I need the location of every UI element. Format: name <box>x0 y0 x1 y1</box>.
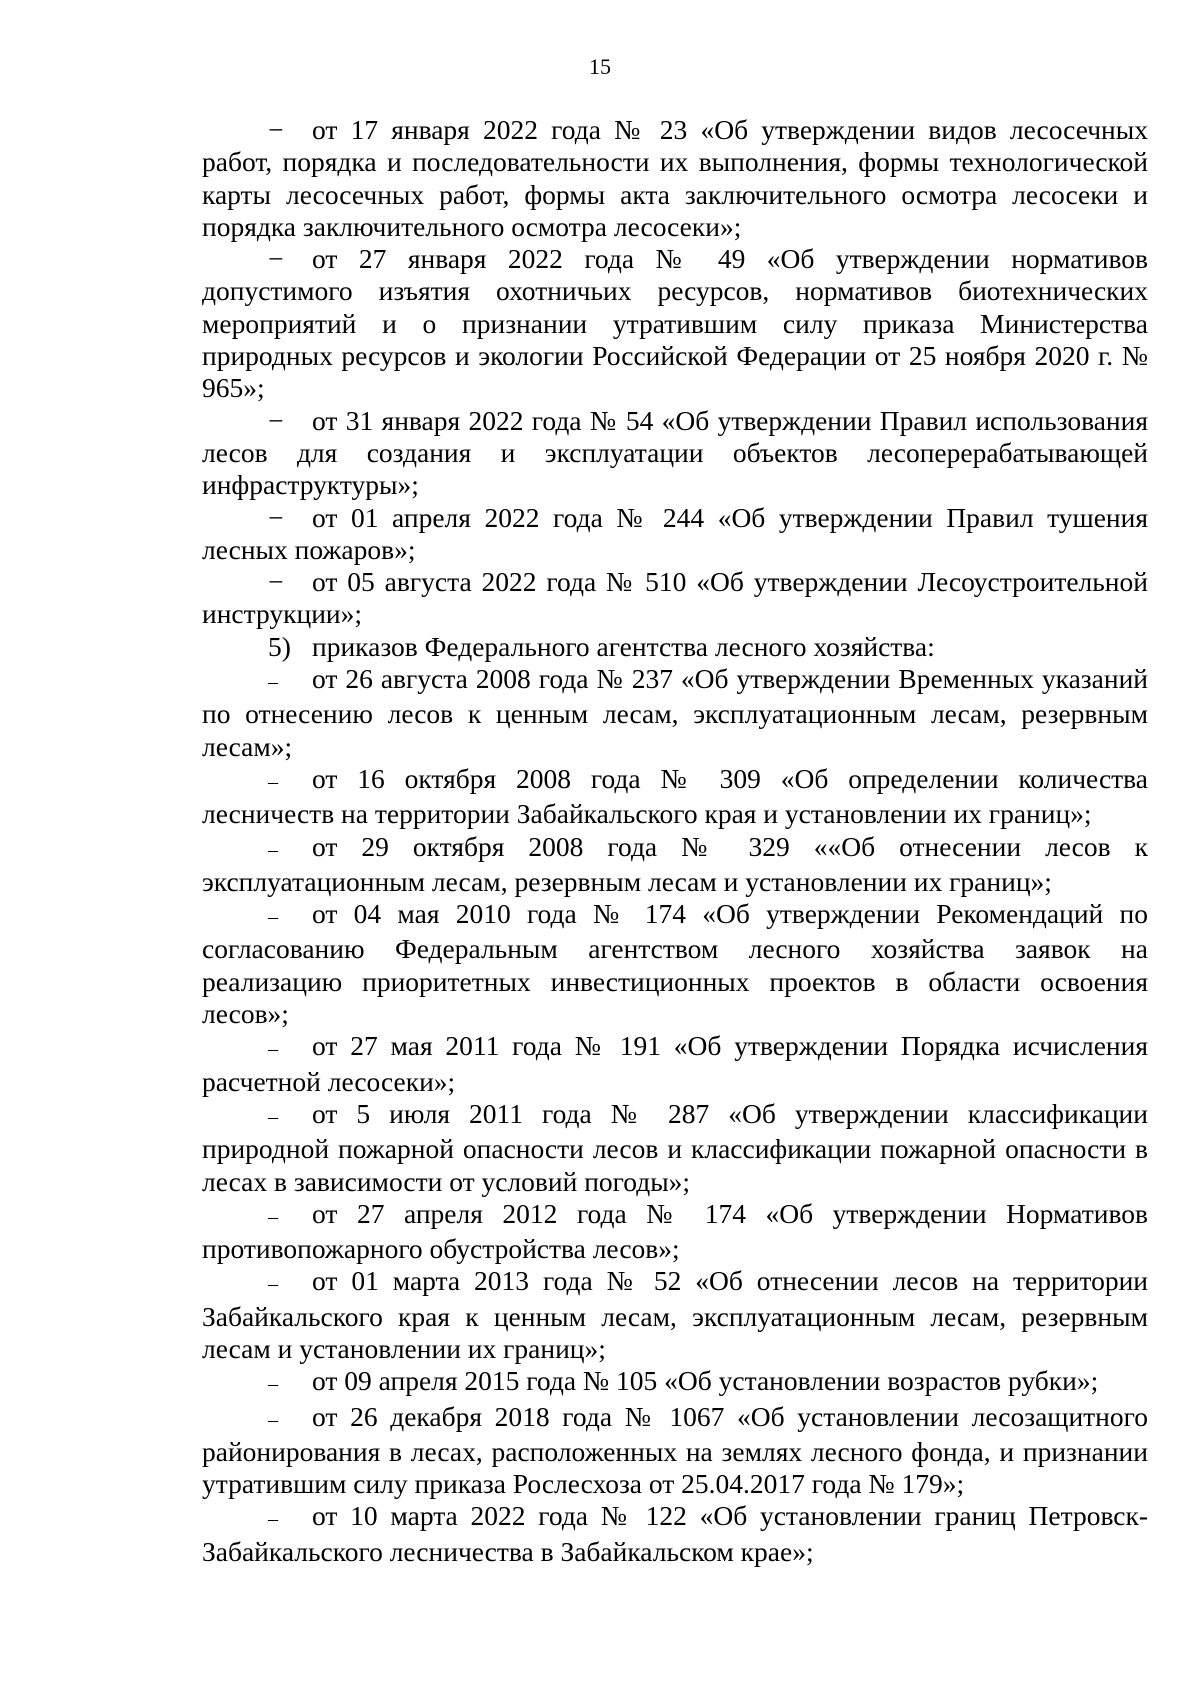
list-item <box>202 1098 1148 1198</box>
list-item <box>202 1030 1148 1098</box>
list-item <box>202 243 1148 404</box>
list-item-text: от 26 августа 2008 года № 237 «Об утверждении Временных указаний по отнесению лесов к ценным лесам, эксплуатационным лесам, резервным лесам»; <box>202 663 1148 762</box>
list-item-text: от 10 марта 2022 года № 122 «Об установлении границ Петровск-Забайкальского лесничества в Забайкальском крае»; <box>202 1500 1148 1567</box>
list-item-text: от 29 октября 2008 года № 329 ««Об отнесении лесов к эксплуатационным лесам, резервным лесам и установлении их границ»; <box>202 830 1148 897</box>
list-item <box>202 405 1148 502</box>
list-item <box>202 502 1148 567</box>
list-item <box>202 831 1148 899</box>
list-item-text: от 27 мая 2011 года № 191 «Об утверждении Порядка исчисления расчетной лесосеки»; <box>202 1030 1148 1097</box>
document-body <box>202 114 1148 1568</box>
list-item-text: от 01 марта 2013 года № 52 «Об отнесении лесов на территории Забайкальского края к ценным лесам, эксплуатационным лесам, резервным лесам и установлении их границ»; <box>202 1265 1148 1364</box>
list-item <box>202 663 1148 763</box>
list-marker: – <box>268 671 278 694</box>
page-number: 15 <box>589 54 611 79</box>
list-item <box>202 1401 1148 1501</box>
list-item-text: от 04 мая 2010 года № 174 «Об утверждении Рекомендаций по согласованию Федеральным агентством лесного хозяйства заявок на реализацию приоритетных инвестиционных проектов в области освоения лесов»; <box>202 898 1148 1030</box>
list-item-text: от 01 апреля 2022 года № 244 «Об утверждении Правил тушения лесных пожаров»; <box>202 501 1148 565</box>
list-marker: – <box>268 1205 278 1228</box>
list-item <box>202 1500 1148 1568</box>
list-item-text: приказов Федерального агентства лесного хозяйства: <box>312 630 935 662</box>
list-marker: − <box>268 404 284 436</box>
list-item-text: от 16 октября 2008 года № 309 «Об определении количества лесничеств на территории Забайкальского края и установлении их границ»; <box>202 762 1148 830</box>
list-item-text: от 5 июля 2011 года № 287 «Об утверждении классификации природной пожарной опасности лесов и классификации пожарной опасности в лесах в зависимости от условий погоды»; <box>202 1097 1148 1197</box>
list-marker: – <box>268 1273 278 1296</box>
list-item <box>202 114 1148 243</box>
list-marker: – <box>268 770 278 793</box>
list-marker: – <box>268 1373 278 1396</box>
list-item <box>202 898 1148 1030</box>
list-number: 5) <box>268 630 291 662</box>
list-marker: − <box>268 501 284 533</box>
list-marker: − <box>268 114 284 145</box>
list-item <box>202 1265 1148 1365</box>
list-item-text: от 27 апреля 2012 года № 174 «Об утверждении Нормативов противопожарного обустройства лесов»; <box>202 1197 1148 1265</box>
list-item <box>202 763 1148 831</box>
list-marker: – <box>268 1038 278 1061</box>
list-marker: – <box>268 1508 278 1531</box>
list-item <box>202 1365 1148 1400</box>
list-marker: – <box>268 1408 278 1431</box>
list-item-text: от 09 апреля 2015 года № 105 «Об установлении возрастов рубки»; <box>312 1365 1099 1397</box>
list-marker: − <box>268 243 284 275</box>
list-item-text: от 31 января 2022 года № 54 «Об утверждении Правил использования лесов для создания и эксплуатации объектов лесоперерабатывающей инфраструктуры»; <box>202 404 1148 501</box>
list-marker: – <box>268 838 278 861</box>
list-item <box>202 566 1148 631</box>
list-item-text: от 05 августа 2022 года № 510 «Об утверждении Лесоустроительной инструкции»; <box>202 566 1148 630</box>
numbered-list-item <box>202 631 1148 663</box>
list-item-text: от 27 января 2022 года № 49 «Об утверждении нормативов допустимого изъятия охотничьих ресурсов, нормативов биотехнических мероприятий и о признании утратившим силу приказа Министерства природных ресурсов и экологии Российской Федерации от 25 ноября 2020 г. № 965»; <box>202 243 1148 404</box>
list-item-text: от 17 января 2022 года № 23 «Об утверждении видов лесосечных работ, порядка и последовательности их выполнения, формы технологической карты лесосечных работ, формы акта заключительного осмотра лесосеки и порядка заключительного осмотра лесосеки»; <box>202 114 1148 242</box>
list-marker: − <box>268 566 284 598</box>
list-marker: – <box>268 906 278 929</box>
list-marker: – <box>268 1105 278 1128</box>
list-item-text: от 26 декабря 2018 года № 1067 «Об установлении лесозащитного районирования в лесах, расположенных на землях лесного фонда, и признании утратившим силу приказа Рослесхоза от 25.04.2017 года № 179»; <box>202 1400 1148 1500</box>
list-item <box>202 1198 1148 1266</box>
